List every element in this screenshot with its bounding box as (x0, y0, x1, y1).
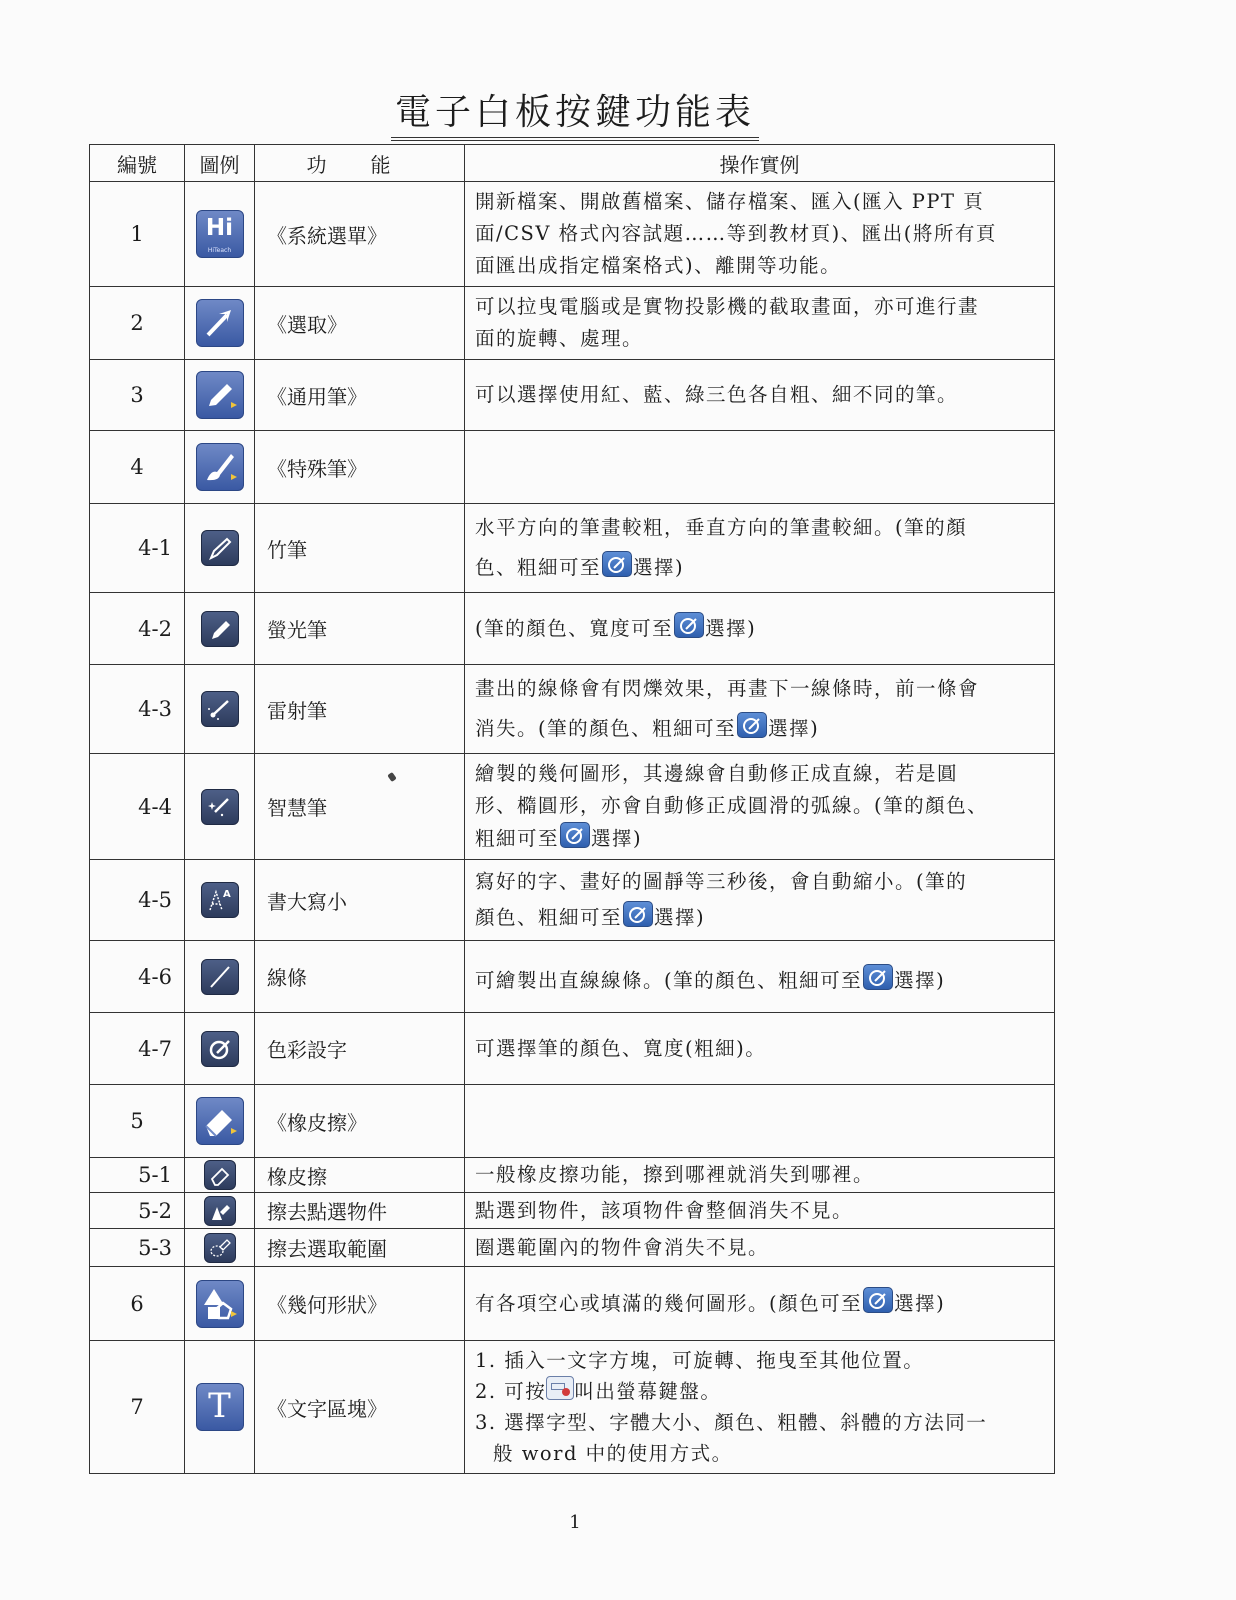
row-number: 6 (90, 1267, 185, 1341)
row-number: 3 (90, 360, 185, 431)
function-description: 圈選範圍內的物件會消失不見。 (465, 1229, 1055, 1267)
row-number: 4-4 (90, 754, 185, 860)
table-row (90, 1193, 1055, 1229)
function-description: (筆的顏色、寬度可至 選擇) (465, 593, 1055, 665)
function-description: 一般橡皮擦功能，擦到哪裡就消失到哪裡。 (465, 1158, 1055, 1193)
function-description: 水平方向的筆畫較粗，垂直方向的筆畫較細。(筆的顏 色、粗細可至 選擇) (465, 504, 1055, 593)
function-name: 色彩設字 (255, 1013, 465, 1085)
function-name: 《幾何形狀》 (255, 1267, 465, 1341)
color-setting-icon (602, 551, 632, 577)
table-row (90, 593, 1055, 665)
color-setting-icon (201, 1031, 239, 1067)
row-number: 4-2 (90, 593, 185, 665)
table-header-row (90, 145, 1055, 182)
color-setting-icon (623, 901, 653, 927)
function-description: 可繪製出直線線條。(筆的顏色、粗細可至 選擇) (465, 941, 1055, 1013)
row-number: 7 (90, 1341, 185, 1474)
function-description: 寫好的字、畫好的圖靜等三秒後，會自動縮小。(筆的 顏色、粗細可至 選擇) (465, 860, 1055, 941)
function-name: 智慧筆 (255, 754, 465, 860)
eraser-icon (196, 1097, 244, 1145)
row-number: 4-6 (90, 941, 185, 1013)
table-row (90, 754, 1055, 860)
table-row (90, 1341, 1055, 1474)
function-name: 螢光筆 (255, 593, 465, 665)
header-num: 編號 (90, 145, 185, 182)
function-name: 《特殊筆》 (255, 431, 465, 504)
table-row (90, 1229, 1055, 1267)
row-number: 2 (90, 287, 185, 360)
color-setting-icon (863, 964, 893, 990)
color-setting-icon (737, 712, 767, 738)
function-name: 橡皮擦 (255, 1158, 465, 1193)
select-arrow-icon (196, 299, 244, 347)
row-number: 4-3 (90, 665, 185, 754)
function-description: 畫出的線條會有閃爍效果，再畫下一線條時，前一條會 消失。(筆的顏色、粗細可至 選擇) (465, 665, 1055, 754)
table-row (90, 1158, 1055, 1193)
erase-area-icon (204, 1233, 236, 1263)
smart-pen-icon (201, 789, 239, 825)
eraser-small-icon (204, 1160, 236, 1190)
svg-text:A: A (222, 889, 231, 900)
row-number: 5 (90, 1085, 185, 1158)
hiteach-icon (196, 210, 244, 258)
bamboo-pen-icon (201, 530, 239, 566)
function-name: 《通用筆》 (255, 360, 465, 431)
table-row (90, 665, 1055, 754)
page-title: 電子白板按鍵功能表 (0, 84, 1150, 141)
function-description (465, 1085, 1055, 1158)
function-table (89, 144, 1055, 1474)
text-block-icon-letter: T (208, 1386, 231, 1426)
color-setting-icon (560, 822, 590, 848)
row-number: 4-1 (90, 504, 185, 593)
function-name: 《選取》 (255, 287, 465, 360)
function-description: 1. 插入一文字方塊，可旋轉、拖曳至其他位置。 2. 可按 叫出螢幕鍵盤。 3. 選擇字型、字體大小、顏色、粗體、斜體的方法同一 般 word 中的使用方式。 (465, 1341, 1055, 1474)
row-number: 4 (90, 431, 185, 504)
table-row (90, 504, 1055, 593)
color-setting-icon (863, 1287, 893, 1313)
function-name: 竹筆 (255, 504, 465, 593)
function-name: 擦去選取範圍 (255, 1229, 465, 1267)
laser-pen-icon (201, 691, 239, 727)
table-row (90, 1013, 1055, 1085)
row-number: 5-3 (90, 1229, 185, 1267)
function-name: 線條 (255, 941, 465, 1013)
row-number: 4-7 (90, 1013, 185, 1085)
color-setting-icon (674, 612, 704, 638)
function-description: 可以拉曳電腦或是實物投影機的截取畫面，亦可進行畫 面的旋轉、處理。 (465, 287, 1055, 360)
function-description: 點選到物件，該項物件會整個消失不見。 (465, 1193, 1055, 1229)
shapes-icon (196, 1280, 244, 1328)
table-row (90, 1267, 1055, 1341)
special-pen-icon (196, 443, 244, 491)
table-row (90, 287, 1055, 360)
function-description (465, 431, 1055, 504)
table-row (90, 182, 1055, 287)
header-icon: 圖例 (185, 145, 255, 182)
table-row (90, 1085, 1055, 1158)
text-block-icon (196, 1383, 244, 1431)
page-number: 1 (569, 1512, 581, 1533)
function-description: 可以選擇使用紅、藍、綠三色各自粗、細不同的筆。 (465, 360, 1055, 431)
function-description: 開新檔案、開啟舊檔案、儲存檔案、匯入(匯入 PPT 頁 面/CSV 格式內容試題……等到教材頁)、匯出(將所有頁 面匯出成指定檔案格式)、離開等功能。 (465, 182, 1055, 287)
hiteach-icon-text: Hi (205, 215, 234, 241)
table-row (90, 360, 1055, 431)
erase-selected-icon (204, 1196, 236, 1226)
function-name: 《橡皮擦》 (255, 1085, 465, 1158)
header-example: 操作實例 (465, 145, 1055, 182)
header-function: 功能 (255, 145, 465, 182)
function-name: 書大寫小 (255, 860, 465, 941)
row-number: 1 (90, 182, 185, 287)
function-name: 雷射筆 (255, 665, 465, 754)
function-name: 《系統選單》 (255, 182, 465, 287)
function-description: 可選擇筆的顏色、寬度(粗細)。 (465, 1013, 1055, 1085)
row-number: 5-2 (90, 1193, 185, 1229)
highlighter-icon (201, 611, 239, 647)
shrink-writing-icon (201, 882, 239, 918)
general-pen-icon (196, 371, 244, 419)
keyboard-icon (546, 1376, 574, 1400)
row-number: 5-1 (90, 1158, 185, 1193)
function-description: 繪製的幾何圖形，其邊線會自動修正成直線，若是圓 形、橢圓形，亦會自動修正成圓滑的弧線。(筆的顏色、 粗細可至 選擇) (465, 754, 1055, 860)
function-name: 《文字區塊》 (255, 1341, 465, 1474)
table-row (90, 941, 1055, 1013)
table-row (90, 860, 1055, 941)
function-name: 擦去點選物件 (255, 1193, 465, 1229)
line-tool-icon (201, 959, 239, 995)
row-number: 4-5 (90, 860, 185, 941)
table-row (90, 431, 1055, 504)
function-description: 有各項空心或填滿的幾何圖形。(顏色可至 選擇) (465, 1267, 1055, 1341)
hiteach-icon-subtext: HiTeach (207, 247, 232, 254)
